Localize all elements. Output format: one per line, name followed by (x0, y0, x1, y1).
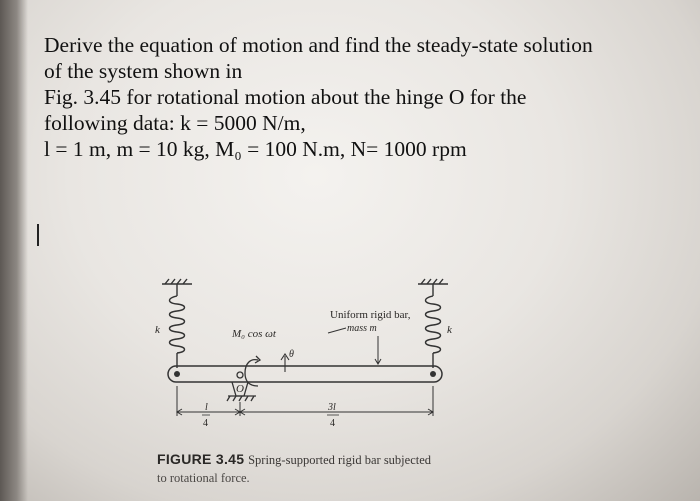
dimension-lines (177, 386, 433, 416)
page-shadow (0, 0, 28, 501)
pen-mark (37, 224, 39, 246)
problem-line-2: of the system shown in (44, 59, 243, 83)
right-pin (430, 371, 436, 377)
problem-line-1: Derive the equation of motion and find the steady-state solution (44, 33, 593, 57)
k-right-label: k (447, 324, 452, 336)
left-spring (170, 284, 185, 368)
dim-right-num: 3l (328, 402, 336, 413)
hinge-label: O (236, 383, 244, 395)
moment-label: M₀ cos ωt (232, 328, 276, 340)
problem-line-5: l = 1 m, m = 10 kg, M₀ = 100 N.m, N= 1000 rpm (44, 137, 467, 161)
dim-right-den: 4 (330, 418, 335, 429)
k-left-label: k (155, 324, 160, 336)
caption-text: Spring-supported rigid bar subjected (248, 453, 432, 467)
mass-label: mass m (347, 323, 377, 334)
problem-line-3: Fig. 3.45 for rotational motion about the hinge O for the (44, 85, 527, 109)
problem-statement (44, 32, 684, 162)
rigid-bar (168, 366, 442, 382)
dim-left-num: l (205, 402, 208, 413)
rigid-bar-label: Uniform rigid bar, (330, 309, 411, 321)
spring-bar-diagram (150, 278, 460, 438)
theta-label: θ (289, 349, 294, 360)
left-ceiling (162, 279, 192, 284)
figure-caption (157, 450, 477, 487)
rigid-bar-leader (328, 328, 346, 333)
theta-arrow (281, 354, 289, 372)
right-spring (426, 284, 441, 368)
figure-3-45 (150, 278, 460, 438)
caption-label: FIGURE 3.45 (157, 451, 245, 467)
left-pin (174, 371, 180, 377)
right-ceiling (418, 279, 448, 284)
caption-text-2: to rotational force. (157, 471, 250, 485)
problem-line-4: following data: k = 5000 N/m, (44, 111, 306, 135)
dim-left-den: 4 (203, 418, 208, 429)
